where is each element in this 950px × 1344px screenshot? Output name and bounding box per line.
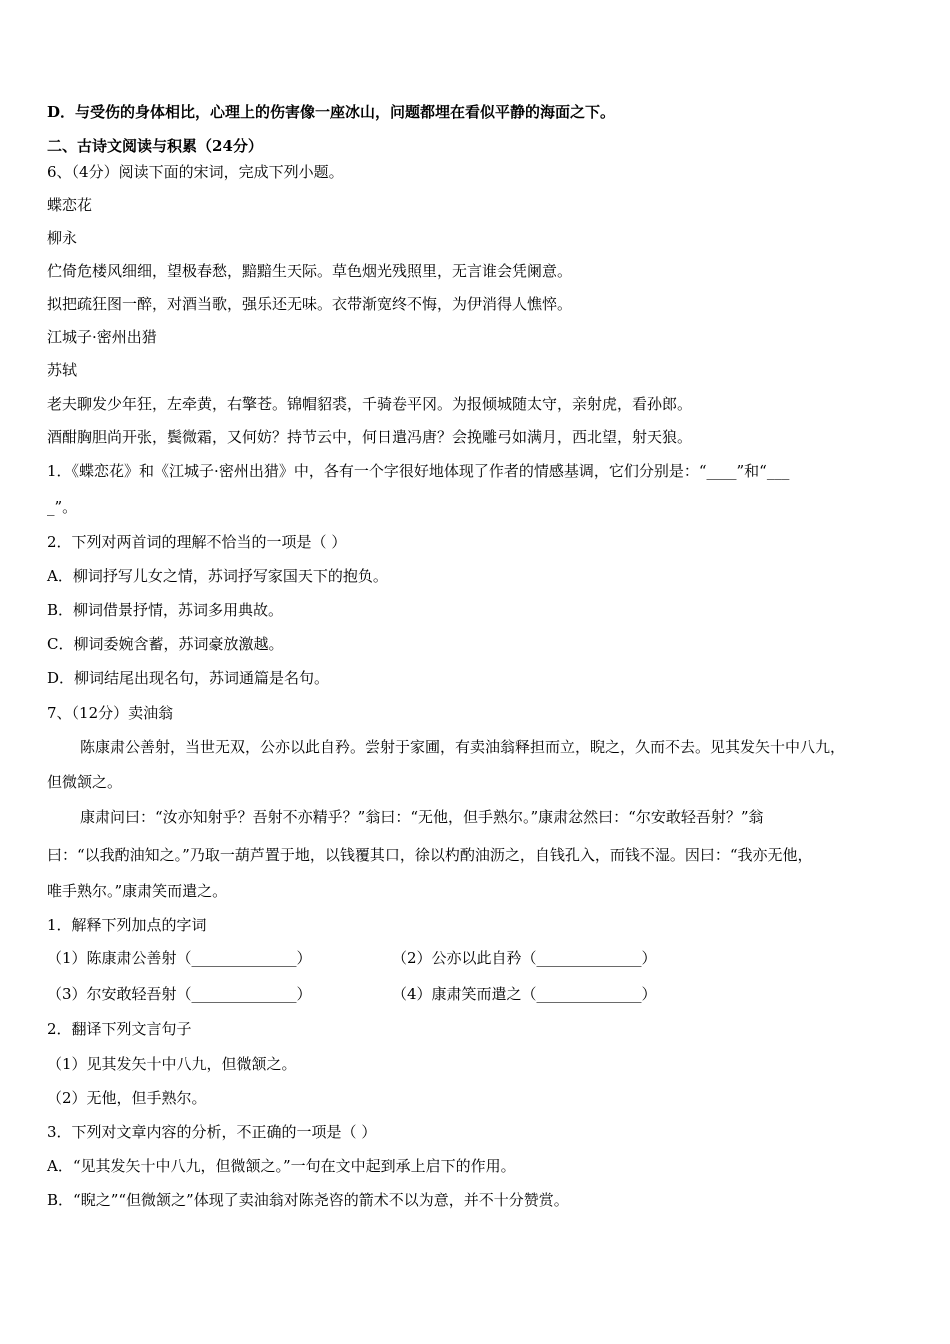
passage-para-2: 康肃问曰：“汝亦知射乎？吾射不亦精乎？”翁曰：“无他，但手熟尔。”康肃忿然曰：“尔安敢轻吾射？”翁	[80, 808, 764, 826]
q7-blank-3: （3）尔安敢轻吾射（______________）	[47, 985, 312, 1003]
poem-2-stanza-1: 老夫聊发少年狂，左牵黄，右擎苍。锦帽貂裘，千骑卷平冈。为报倾城随太守，亲射虎，看孙郎。	[47, 395, 693, 413]
option-d-line: D．与受伤的身体相比，心理上的伤害像一座冰山，问题都埋在看似平静的海面之下。	[47, 103, 616, 121]
passage-para-1: 陈康肃公善射，当世无双，公亦以此自矜。尝射于家圃，有卖油翁释担而立，睨之，久而不去。见其发矢十中八九，	[80, 738, 846, 756]
q7-translate-2: （2）无他，但手熟尔。	[47, 1089, 207, 1107]
poem-1-stanza-1: 伫倚危楼风细细，望极春愁，黯黯生天际。草色烟光残照里，无言谁会凭阑意。	[47, 262, 573, 280]
q6-option-a: A．柳词抒写儿女之情，苏词抒写家国天下的抱负。	[47, 567, 388, 585]
question-7-title: 7、（12分）卖油翁	[47, 704, 174, 722]
q7-sub3-text: 3．下列对文章内容的分析，不正确的一项是（ ）	[47, 1123, 377, 1141]
q6-sub1-text: 1．《蝶恋花》和《江城子·密州出猎》中，各有一个字很好地体现了作者的情感基调，它们分别是：“____”和“___	[47, 462, 790, 480]
poem-1-title: 蝶恋花	[47, 196, 93, 214]
passage-para-2-end: 唯手熟尔。”康肃笑而遣之。	[47, 882, 228, 900]
q6-sub2-text: 2．下列对两首词的理解不恰当的一项是（ ）	[47, 533, 347, 551]
q7-blank-1: （1）陈康肃公善射（______________）	[47, 949, 312, 967]
q6-option-b: B．柳词借景抒情，苏词多用典故。	[47, 601, 284, 619]
q7-option-a: A．“见其发矢十中八九，但微颔之。”一句在文中起到承上启下的作用。	[47, 1157, 516, 1175]
section-heading: 二、古诗文阅读与积累（24分）	[47, 137, 263, 155]
q6-option-c: C．柳词委婉含蓄，苏词豪放激越。	[47, 635, 284, 653]
passage-para-2-cont: 曰：“以我酌油知之。”乃取一葫芦置于地，以钱覆其口，徐以杓酌油沥之，自钱孔入，而钱不湿。因曰：“我亦无他，	[47, 846, 813, 864]
q7-option-b: B．“睨之”“但微颔之”体现了卖油翁对陈尧咨的箭术不以为意，并不十分赞赏。	[47, 1191, 569, 1209]
q7-sub1-text: 1．解释下列加点的字词	[47, 916, 207, 934]
passage-para-1-cont: 但微颔之。	[47, 773, 123, 791]
q7-translate-1: （1）见其发矢十中八九，但微颔之。	[47, 1055, 297, 1073]
q7-blank-2: （2）公亦以此自矜（______________）	[392, 949, 657, 967]
q7-blank-4: （4）康肃笑而遣之（______________）	[392, 985, 657, 1003]
poem-2-title: 江城子·密州出猎	[47, 328, 157, 346]
question-6-prompt: 6、（4分）阅读下面的宋词，完成下列小题。	[47, 163, 344, 181]
poem-1-author: 柳永	[47, 229, 78, 247]
poem-1-stanza-2: 拟把疏狂图一醉，对酒当歌，强乐还无味。衣带渐宽终不悔，为伊消得人憔悴。	[47, 295, 573, 313]
q7-sub2-text: 2．翻译下列文言句子	[47, 1020, 192, 1038]
q6-sub1-text-cont: _”。	[47, 498, 78, 516]
poem-2-author: 苏轼	[47, 361, 78, 379]
poem-2-stanza-2: 酒酣胸胆尚开张，鬓微霜，又何妨？持节云中，何日遣冯唐？会挽雕弓如满月，西北望，射天狼。	[47, 428, 693, 446]
q6-option-d: D．柳词结尾出现名句，苏词通篇是名句。	[47, 669, 330, 687]
